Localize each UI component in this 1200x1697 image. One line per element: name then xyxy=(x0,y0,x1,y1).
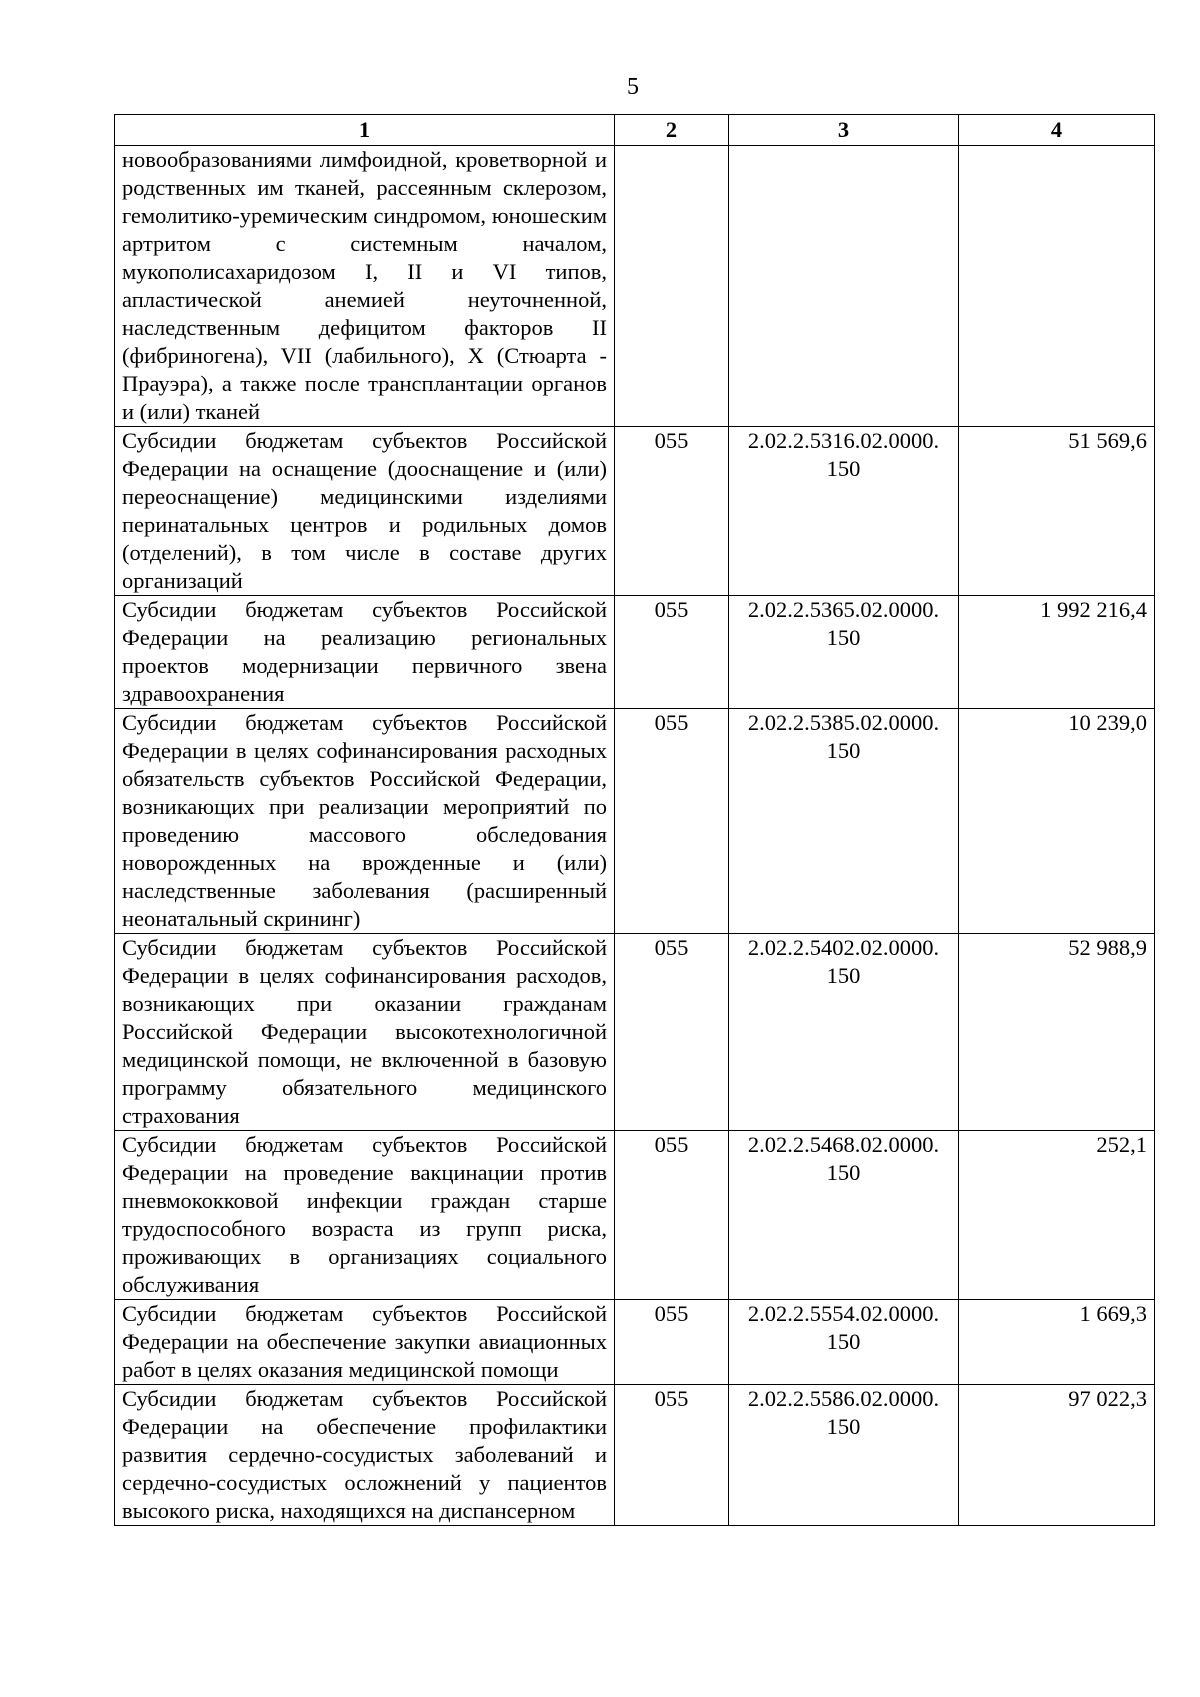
row-budget-code: 2.02.2.5365.02.0000. 150 xyxy=(729,596,959,709)
row-budget-code: 2.02.2.5402.02.0000. 150 xyxy=(729,934,959,1131)
row-admin-code xyxy=(615,146,729,427)
header-col-3: 3 xyxy=(729,115,959,146)
row-admin-code: 055 xyxy=(615,934,729,1131)
table-row xyxy=(115,709,1155,934)
row-amount: 1 669,3 xyxy=(959,1300,1155,1385)
row-budget-code: 2.02.2.5468.02.0000. 150 xyxy=(729,1131,959,1300)
table-row xyxy=(115,1300,1155,1385)
row-name: Субсидии бюджетам субъектов Российской Федерации на проведение вакцинации против пневмококковой инфекции граждан старше трудоспособного возраста из групп риска, проживающих в организациях социального обслуживания xyxy=(115,1131,615,1300)
row-name: новообразованиями лимфоидной, кроветворной и родственных им тканей, рассеянным склерозом, гемолитико-уремическим синдромом, юношеским артритом с системным началом, мукополисахаридозом I, II и VI типов, апластической анемией неуточненной, наследственным дефицитом факторов II (фибриногена), VII (лабильного), X (Стюарта - Прауэра), а также после трансплантации органов и (или) тканей xyxy=(115,146,615,427)
row-name: Субсидии бюджетам субъектов Российской Федерации в целях софинансирования расходов, возникающих при оказании гражданам Российской Федерации высокотехнологичной медицинской помощи, не включенной в базовую программу обязательного медицинского страхования xyxy=(115,934,615,1131)
row-amount: 252,1 xyxy=(959,1131,1155,1300)
row-budget-code: 2.02.2.5385.02.0000. 150 xyxy=(729,709,959,934)
table-header-row xyxy=(115,115,1155,146)
row-name: Субсидии бюджетам субъектов Российской Федерации на обеспечение профилактики развития сердечно-сосудистых заболеваний и сердечно-сосудистых осложнений у пациентов высокого риска, находящихся на диспансерном xyxy=(115,1385,615,1526)
row-name: Субсидии бюджетам субъектов Российской Федерации на обеспечение закупки авиационных работ в целях оказания медицинской помощи xyxy=(115,1300,615,1385)
row-amount: 97 022,3 xyxy=(959,1385,1155,1526)
row-name: Субсидии бюджетам субъектов Российской Федерации на реализацию региональных проектов модернизации первичного звена здравоохранения xyxy=(115,596,615,709)
row-budget-code: 2.02.2.5316.02.0000. 150 xyxy=(729,427,959,596)
row-amount: 52 988,9 xyxy=(959,934,1155,1131)
table-row xyxy=(115,1385,1155,1526)
table-row xyxy=(115,1131,1155,1300)
row-name: Субсидии бюджетам субъектов Российской Федерации на оснащение (дооснащение и (или) переоснащение) медицинскими изделиями перинатальных центров и родильных домов (отделений), в том числе в составе других организаций xyxy=(115,427,615,596)
header-col-1: 1 xyxy=(115,115,615,146)
table-row xyxy=(115,427,1155,596)
row-amount: 51 569,6 xyxy=(959,427,1155,596)
row-amount: 10 239,0 xyxy=(959,709,1155,934)
row-admin-code: 055 xyxy=(615,1300,729,1385)
row-admin-code: 055 xyxy=(615,709,729,934)
page-number: 5 xyxy=(627,74,639,100)
row-amount: 1 992 216,4 xyxy=(959,596,1155,709)
row-admin-code: 055 xyxy=(615,1131,729,1300)
table-row xyxy=(115,146,1155,427)
table-row xyxy=(115,934,1155,1131)
row-admin-code: 055 xyxy=(615,1385,729,1526)
row-name: Субсидии бюджетам субъектов Российской Федерации в целях софинансирования расходных обязательств субъектов Российской Федерации, возникающих при реализации мероприятий по проведению массового обследования новорожденных на врожденные и (или) наследственные заболевания (расширенный неонатальный скрининг) xyxy=(115,709,615,934)
row-admin-code: 055 xyxy=(615,427,729,596)
header-col-2: 2 xyxy=(615,115,729,146)
header-col-4: 4 xyxy=(959,115,1155,146)
row-amount xyxy=(959,146,1155,427)
table-row xyxy=(115,596,1155,709)
row-budget-code: 2.02.2.5586.02.0000. 150 xyxy=(729,1385,959,1526)
budget-table xyxy=(114,114,1155,1526)
row-budget-code xyxy=(729,146,959,427)
row-budget-code: 2.02.2.5554.02.0000. 150 xyxy=(729,1300,959,1385)
row-admin-code: 055 xyxy=(615,596,729,709)
